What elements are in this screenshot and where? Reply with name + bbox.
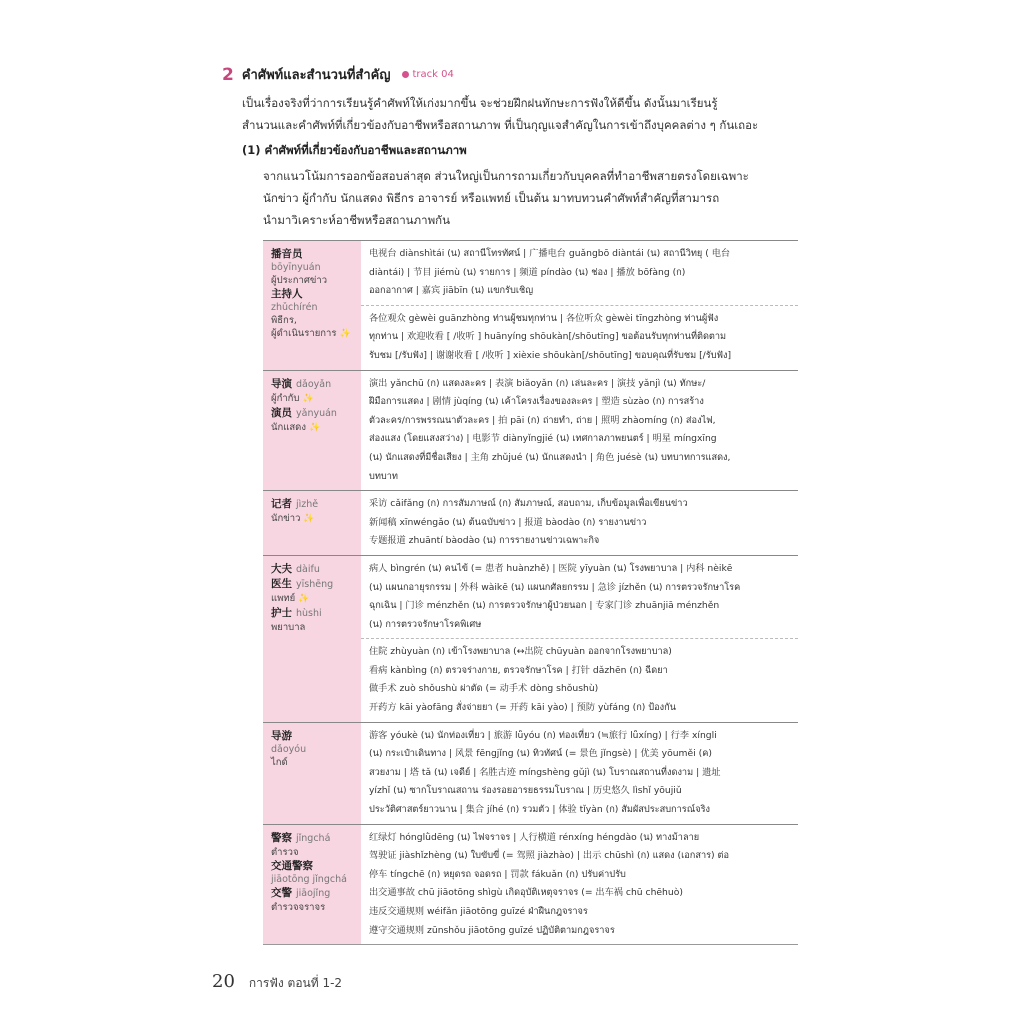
intro-line: สำนวนและคำศัพท์ที่เกี่ยวข้องกับอาชีพหรือสถานภาพ ที่เป็นกุญแจสำคัญในการเข้าถึงบุคคลต่าง ๆ กันเถอะ (242, 118, 759, 132)
related-words-line: yízhǐ (น) ซากโบราณสถาน ร่องรอยอารยธรรมโบราณ | 历史悠久 lìshǐ yōujiǔ (369, 785, 682, 797)
thai-text: ไกด์ (271, 756, 288, 768)
subsection-paragraph (263, 165, 749, 231)
section-heading (222, 64, 454, 85)
term-text: 警察 (271, 831, 292, 844)
thai-text: ตำรวจจราจร (271, 901, 326, 913)
sparkle-icon: ✨ (303, 514, 315, 525)
vocab-term (271, 247, 357, 261)
vocab-thai-meaning (271, 592, 357, 606)
subsection-line: นักข่าว ผู้กำกับ นักแสดง พิธีกร อาจารย์ หรือแพทย์ เป็นต้น มาทบทวนคำศัพท์สำคัญที่สามารถ (263, 191, 720, 205)
vocab-pinyin: dǎoyǎn (296, 378, 332, 390)
vocab-pinyin: hùshi (296, 607, 322, 619)
vocab-pinyin: yǎnyuán (296, 407, 337, 419)
vocab-thai-meaning (271, 756, 357, 769)
term-text: 播音员 (271, 248, 303, 260)
vocab-row (263, 370, 798, 491)
vocab-term (271, 859, 357, 873)
subsection-line: นำมาวิเคราะห์อาชีพหรือสถานภาพกัน (263, 213, 450, 227)
audio-track-link[interactable] (402, 69, 453, 80)
thai-text: ผู้ประกาศข่าว (271, 275, 328, 286)
term-text: 交警 (271, 886, 292, 899)
term-text: 导演 (271, 377, 292, 390)
related-words-block (361, 556, 798, 638)
vocab-pinyin (271, 301, 357, 314)
vocab-term-cell (263, 722, 361, 824)
vocab-term (271, 406, 357, 421)
vocabulary-table-body (263, 241, 798, 945)
page-footer (212, 971, 342, 993)
vocab-thai-meaning (271, 314, 357, 327)
vocab-related-cell (361, 491, 798, 556)
vocab-row (263, 555, 798, 722)
related-words-line: 遵守交通规则 zūnshǒu jiāotōng guīzé ปฏิบัติตามกฎจราจร (369, 924, 615, 936)
related-words-line: 红绿灯 hónglǜdēng (น) ไฟจราจร | 人行横道 rénxíng héngdào (น) ทางม้าลาย (369, 831, 700, 843)
sparkle-icon: ✨ (339, 329, 351, 339)
thai-text: พยาบาล (271, 621, 306, 633)
related-words-line: รับชม [/รับฟัง] | 谢谢收看 [ /收听 ] xièxie shōukàn[/shōutīng] ขอบคุณที่รับชม [/รับฟัง] (369, 349, 732, 361)
vocab-pinyin: yīshēng (296, 578, 334, 590)
vocab-term-cell (263, 491, 361, 556)
vocab-pinyin (271, 261, 357, 274)
pinyin-text: zhǔchírén (271, 302, 318, 313)
vocab-related-cell (361, 555, 798, 722)
footer-text: การฟัง ตอนที่ 1-2 (248, 976, 343, 990)
thai-text: นักแสดง (271, 421, 306, 433)
vocab-thai-meaning (271, 901, 357, 914)
related-words-line: ตัวละคร/การพรรณนาตัวละคร | 拍 pāi (ก) ถ่ายทำ, ถ่าย | 照明 zhàomíng (ก) ส่องไฟ, (369, 414, 716, 426)
vocab-pinyin: jiāojǐng (296, 887, 331, 899)
sparkle-icon: ✨ (298, 593, 310, 604)
audio-track-icon (402, 71, 409, 78)
term-text: 交通警察 (271, 859, 313, 872)
related-words-block (361, 241, 798, 305)
vocab-related-cell (361, 824, 798, 945)
related-words-line: 新闻稿 xīnwéngǎo (น) ต้นฉบับข่าว | 报道 bàodào (ก) รายงานข่าว (369, 516, 647, 528)
vocab-thai-meaning (271, 392, 357, 406)
vocab-thai-meaning (271, 327, 357, 341)
page-number: 20 (212, 971, 235, 992)
related-words-line: (น) นักแสดงที่มีชื่อเสียง | 主角 zhǔjué (น) นักแสดงนำ | 角色 juésè (น) บทบาทการแสดง, (369, 451, 731, 463)
related-words-line: 游客 yóukè (น) นักท่องเที่ยว | 旅游 lǚyóu (ก) ท่องเที่ยว (≒旅行 lǚxíng) | 行李 xíngli (369, 729, 717, 741)
related-words-block (361, 825, 798, 945)
pinyin-text: dǎoyóu (271, 743, 307, 755)
term-text: 大夫 (271, 562, 292, 575)
sparkle-icon: ✨ (302, 393, 314, 404)
thai-text: นักข่าว (271, 513, 301, 525)
related-words-line: (น) กระเป๋าเดินทาง | 风景 fēngjǐng (น) ทิวทัศน์ (= 景色 jǐngsè) | 优美 yōuměi (ค) (369, 748, 712, 760)
related-words-line: 各位观众 gèwèi guānzhòng ท่านผู้ชมทุกท่าน | 各位听众 gèwèi tīngzhòng ท่านผู้ฟัง (369, 312, 719, 324)
related-words-line: 住院 zhùyuàn (ก) เข้าโรงพยาบาล (↔出院 chūyuàn ออกจากโรงพยาบาล) (369, 646, 672, 658)
related-words-line: 做手术 zuò shǒushù ผ่าตัด (= 动手术 dòng shǒushù) (369, 683, 599, 695)
related-words-line: ฉุกเฉิน | 门诊 ménzhěn (น) การตรวจรักษาผู้ป่วยนอก | 专家门诊 zhuānjiā ménzhěn (369, 600, 720, 612)
vocab-term (271, 377, 357, 392)
thai-text: ตำรวจ (271, 846, 299, 858)
vocab-pinyin (271, 743, 357, 756)
vocab-row (263, 241, 798, 371)
related-words-block (361, 723, 798, 824)
subsection-title: (1) คำศัพท์ที่เกี่ยวข้องกับอาชีพและสถานภาพ (242, 143, 467, 157)
vocab-related-cell (361, 241, 798, 371)
vocab-pinyin: jìzhě (296, 499, 319, 511)
vocab-thai-meaning (271, 421, 357, 435)
related-words-line: (น) แผนกอายุรกรรม | 外科 wàikē (น) แผนกศัลยกรรม | 急诊 jízhěn (น) การตรวจรักษาโรค (369, 581, 741, 593)
related-words-line: 违反交通规则 wéifǎn jiāotōng guīzé ฝ่าฝืนกฎจราจร (369, 906, 588, 917)
vocab-related-cell (361, 722, 798, 824)
sparkle-icon: ✨ (308, 422, 321, 433)
vocab-term-cell (263, 824, 361, 945)
vocab-row (263, 491, 798, 556)
related-words-line: 电视台 diànshìtái (น) สถานีโทรทัศน์ | 广播电台 guǎngbō diàntái (น) สถานีวิทยุ ( 电台 (369, 248, 731, 259)
related-words-line: 看病 kànbìng (ก) ตรวจร่างกาย, ตรวจรักษาโรค | 打针 dǎzhēn (ก) ฉีดยา (369, 664, 668, 676)
related-words-line: ส่องแสง (โดยแสงสว่าง) | 电影节 diànyǐngjié (น) เทศกาลภาพยนตร์ | 明星 míngxīng (369, 433, 717, 445)
related-words-block (361, 305, 798, 370)
related-words-line: 专题报道 zhuāntí bàodào (น) การรายงานข่าวเฉพาะกิจ (369, 535, 600, 547)
vocab-related-cell (361, 370, 798, 491)
related-words-line: สวยงาม | 塔 tǎ (น) เจดีย์ | 名胜古迹 míngshèng gǔjì (น) โบราณสถานที่งดงาม | 遗址 (369, 766, 721, 778)
related-words-line: ออกอากาศ | 嘉宾 jiābīn (น) แขกรับเชิญ (369, 285, 534, 297)
thai-text: พิธีกร, (271, 315, 297, 326)
related-words-line: 停车 tíngchē (ก) หยุดรถ จอดรถ | 罚款 fákuǎn (ก) ปรับค่าปรับ (369, 868, 626, 880)
term-text: 演员 (271, 406, 292, 419)
related-words-line: (น) การตรวจรักษาโรคพิเศษ (369, 618, 482, 630)
vocab-term-cell (263, 241, 361, 371)
related-words-block (361, 371, 798, 491)
thai-text: ผู้ดำเนินรายการ (271, 328, 337, 339)
vocab-pinyin (271, 873, 357, 886)
vocab-term (271, 577, 357, 592)
pinyin-text: jiāotōng jǐngchá (271, 873, 347, 885)
subsection-line: จากแนวโน้มการออกข้อสอบล่าสุด ส่วนใหญ่เป็นการถามเกี่ยวกับบุคคลที่ทำอาชีพสายตรงโดยเฉพาะ (263, 169, 749, 183)
vocab-row (263, 824, 798, 945)
related-words-line: ฝีมือการแสดง | 剧情 jùqíng (น) เค้าโครงเรื่องของละคร | 塑造 sùzào (ก) การสร้าง (369, 396, 704, 408)
term-text: 导游 (271, 729, 292, 742)
vocab-thai-meaning (271, 512, 357, 526)
intro-line: เป็นเรื่องจริงที่ว่าการเรียนรู้คำศัพท์ให้เก่งมากขึ้น จะช่วยฝึกฝนทักษะการฟังให้ดีขึ้น ดังนั้นมาเรียนรู้ (242, 96, 718, 110)
vocab-term (271, 497, 357, 512)
section-title: คำศัพท์และสำนวนที่สำคัญ (241, 68, 391, 83)
vocab-term (271, 287, 357, 301)
intro-paragraph (242, 92, 758, 136)
term-text: 护士 (271, 606, 292, 619)
vocab-term-cell (263, 555, 361, 722)
vocab-pinyin: jǐngchá (296, 832, 331, 844)
vocab-term-cell (263, 370, 361, 491)
related-words-line: ประวัติศาสตร์ยาวนาน | 集合 jíhé (ก) รวมตัว | 体验 tǐyàn (ก) สัมผัสประสบการณ์จริง (369, 804, 711, 816)
vocab-row (263, 722, 798, 824)
vocab-term (271, 886, 357, 901)
related-words-line: 出交通事故 chū jiāotōng shìgù เกิดอุบัติเหตุจราจร (= 出车祸 chū chēhuò) (369, 887, 683, 899)
related-words-line: 开药方 kāi yàofāng สั่งจ่ายยา (= 开药 kāi yào) | 预防 yùfáng (ก) ป้องกัน (369, 702, 676, 714)
vocab-term (271, 831, 357, 846)
term-text: 医生 (271, 577, 292, 590)
term-text: 记者 (271, 498, 292, 511)
related-words-line: 驾驶证 jiàshǐzhèng (น) ใบขับขี่ (= 驾照 jiàzhào) | 出示 chūshì (ก) แสดง (เอกสาร) ต่อ (369, 850, 730, 862)
related-words-line: 采访 cǎifǎng (ก) การสัมภาษณ์ (ก) สัมภาษณ์, สอบถาม, เก็บข้อมูลเพื่อเขียนข่าว (369, 498, 688, 510)
audio-track-label: track 04 (412, 69, 454, 80)
vocab-pinyin: dàifu (296, 563, 320, 575)
thai-text: แพทย์ (271, 592, 296, 604)
related-words-line: ทุกท่าน | 欢迎收看 [ /收听 ] huānyíng shōukàn[/shōutīng] ขอต้อนรับทุกท่านที่ติดตาม (369, 331, 727, 343)
related-words-block (361, 491, 798, 555)
vocabulary-table (263, 240, 798, 945)
related-words-block (361, 638, 798, 721)
thai-text: ผู้กำกับ (271, 392, 300, 404)
vocab-thai-meaning (271, 846, 357, 859)
term-text: 主持人 (271, 288, 303, 300)
related-words-line: 病人 bìngrén (น) คนไข้ (= 患者 huànzhě) | 医院 yīyuàn (น) โรงพยาบาล | 内科 nèikē (369, 562, 733, 574)
related-words-line: diàntái) | 节目 jiémù (น) รายการ | 频道 píndào (น) ช่อง | 播放 bōfàng (ก) (369, 266, 686, 278)
section-number: 2 (222, 64, 234, 85)
vocab-term (271, 606, 357, 621)
related-words-line: 演出 yǎnchū (ก) แสดงละคร | 表演 biǎoyǎn (ก) เล่นละคร | 演技 yǎnjì (น) ทักษะ/ (369, 377, 706, 389)
related-words-line: บทบาท (369, 470, 398, 482)
vocab-term (271, 562, 357, 577)
vocab-thai-meaning (271, 274, 357, 287)
vocab-thai-meaning (271, 621, 357, 634)
pinyin-text: bōyīnyuán (271, 262, 321, 273)
vocab-term (271, 729, 357, 743)
